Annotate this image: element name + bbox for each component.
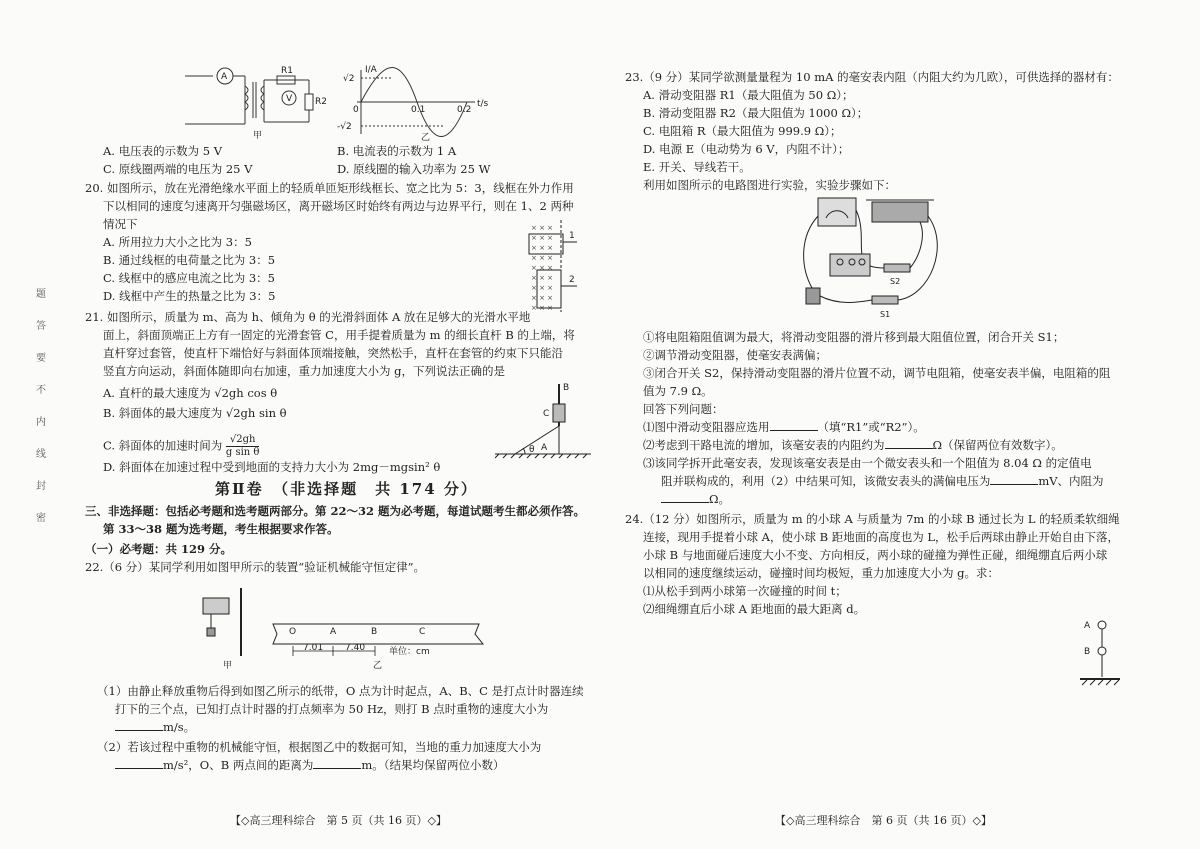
q22-part2-c: m。（结果均保留两位小数） (361, 758, 505, 772)
part2-note-1: 三、非选择题：包括必考题和选考题两部分。第 22～32 题为必考题，每道试题考生都必须作答。 (85, 504, 586, 518)
q22-stem: 22.（6 分）某同学利用如图甲所示的装置“验证机械能守恒定律”。 (85, 560, 426, 574)
q21-c-numerator: √2gh (226, 434, 260, 447)
q22-part1-b: 打下的三个点，已知打点计时器的打点频率为 50 Hz，则打 B 点时重物的速度大小为 (115, 702, 549, 716)
q21-option-c-text: C. 斜面体的加速时间为 (103, 438, 223, 453)
binding-char: 线 (36, 449, 46, 460)
q22-part2-b: m/s²，O、B 两点间的距离为 (163, 758, 314, 772)
q23-q1-line (643, 420, 925, 434)
binding-char: 要 (36, 353, 46, 364)
q20-fig-2: 2 (569, 275, 575, 285)
r2-label: R2 (315, 97, 327, 107)
q20-stem-3: 情况下 (103, 217, 138, 231)
x-axis-label: t/s (477, 99, 489, 109)
q19-option-a: A. 电压表的示数为 5 V (103, 144, 223, 158)
q20-option-d: D. 线框中产生的热量之比为 3：5 (103, 289, 276, 303)
q23-q3-d: Ω。 (709, 492, 731, 506)
q23-option-a: A. 滑动变阻器 R1（最大阻值为 50 Ω）； (643, 88, 854, 102)
y-neg-tick: -√2 (337, 122, 352, 132)
q19-option-d: D. 原线圈的输入功率为 25 W (337, 162, 491, 176)
q20-stem-2: 下以相同的速度匀速离开匀强磁场区，离开磁场区时始终有两边与边界平行，则在 1、2 两种 (103, 199, 574, 213)
svg-text:× × ×: × × × (531, 264, 554, 272)
svg-text:× × ×: × × × (531, 274, 554, 282)
q21-option-a: A. 直杆的最大速度为 √2gh cos θ (103, 386, 278, 400)
x-tick-01: 0.1 (411, 105, 426, 115)
q22-figure (193, 588, 503, 670)
q23-ask: 回答下列问题： (643, 402, 724, 416)
answer-blank[interactable] (990, 474, 1038, 485)
q23-step-3a: ③闭合开关 S2，保持滑动变阻器的滑片位置不动，调节电阻箱，使毫安表半偏，电阻箱的阻 (643, 366, 1111, 380)
q19-option-c: C. 原线圈两端的电压为 25 V (103, 162, 253, 176)
q23-option-b: B. 滑动变阻器 R2（最大阻值为 1000 Ω）； (643, 106, 869, 120)
tape-point-a: A (330, 627, 337, 637)
q21-fig-theta: θ (529, 445, 535, 455)
q23-q3-b-line (661, 474, 1104, 488)
binding-char: 不 (36, 385, 46, 396)
tape-distance-2: 7.40 (345, 643, 366, 653)
left-footer: 【◇高三理科综合 第 5 页（共 16 页）◇】 (230, 814, 447, 827)
q21-stem-3: 直杆穿过套管，使直杆下端恰好与斜面体顶端接触，突然松手，直杆在套管的约束下只能沿 (103, 346, 563, 360)
q24-fig-a: A (1084, 621, 1091, 631)
q20-stem-1: 20. 如图所示，放在光滑绝缘水平面上的轻质单匝矩形线框长、宽之比为 5：3，线框在外力作用 (85, 181, 574, 195)
q22-part2-a: （2）若该过程中重物的机械能守恒，根据图乙中的数据可知，当地的重力加速度大小为 (97, 740, 542, 754)
q19-figure (185, 62, 505, 142)
answer-blank[interactable] (115, 758, 163, 769)
left-page (75, 0, 635, 849)
binding-char: 答 (36, 321, 46, 332)
answer-blank[interactable] (770, 420, 818, 431)
q21-fig-a: A (541, 443, 548, 453)
q23-q3-d-line (661, 492, 730, 506)
q23-q2-line (643, 438, 1063, 452)
tape-point-o: O (289, 627, 297, 637)
q23-q3-b: 阻并联构成的，利用（2）中结果可知，该微安表头的满偏电压为 (661, 474, 991, 488)
q23-q1-a: ⑴图中滑动变阻器应选用 (643, 420, 770, 434)
q22-fig-jia: 甲 (223, 661, 233, 670)
q23-q1-b: （填“R1”或“R2”）。 (817, 420, 925, 434)
voltmeter-label: V (286, 94, 293, 104)
q21-c-denominator: g sin θ (225, 447, 260, 458)
q21-figure (495, 380, 595, 462)
right-footer: 【◇高三理科综合 第 6 页（共 16 页）◇】 (775, 814, 992, 827)
required-section: （一）必考题：共 129 分。 (85, 542, 233, 556)
tape-unit: 单位：cm (389, 647, 430, 657)
q24-part-2: ⑵细绳绷直后小球 A 距地面的最大距离 d。 (643, 602, 866, 616)
q21-stem-1: 21. 如图所示，质量为 m、高为 h、倾角为 θ 的光滑斜面体 A 放在足够大的光滑水平地 (85, 310, 531, 324)
q23-circuit-figure (800, 196, 950, 320)
q20-figure (525, 220, 585, 312)
q22-fig-yi: 乙 (373, 661, 383, 670)
q20-fig-1: 1 (569, 231, 575, 241)
q21-stem-2: 面上，斜面顶端正上方有一固定的光滑套管 C，用手提着质量为 m 的细长直杆 B 的上端，将 (103, 328, 575, 342)
q19-option-b: B. 电流表的示数为 1 A (337, 144, 457, 158)
switch-s2-label: S2 (890, 277, 901, 286)
svg-text:× × ×: × × × (531, 244, 554, 252)
q23-q3-a: ⑶该同学拆开此毫安表，发现该毫安表是由一个微安表头和一个阻值为 8.04 Ω 的定值电 (643, 456, 1092, 470)
fig-yi-label: 乙 (421, 133, 431, 142)
part2-note-2: 第 33～38 题为选考题，考生根据要求作答。 (103, 522, 339, 536)
tape-distance-1: 7.01 (303, 643, 324, 653)
q24-stem-4: 以相同的速度继续运动，碰撞时间均极短，重力加速度大小为 g。求： (643, 566, 1000, 580)
q21-fig-c: C (543, 409, 550, 419)
q21-option-b: B. 斜面体的最大速度为 √2gh sin θ (103, 406, 287, 420)
answer-blank[interactable] (313, 758, 361, 769)
fig-jia-label: 甲 (253, 131, 263, 141)
x-tick-02: 0.2 (457, 105, 472, 115)
q22-part2-b-line (115, 758, 504, 772)
tape-point-b: B (371, 627, 378, 637)
q24-figure (1080, 615, 1120, 687)
svg-text:× × ×: × × × (531, 224, 554, 232)
svg-text:× × ×: × × × (531, 284, 554, 292)
svg-text:× × ×: × × × (531, 294, 554, 302)
svg-text:× × ×: × × × (531, 304, 554, 312)
q21-option-d: D. 斜面体在加速过程中受到地面的支持力大小为 2mg－mgsin² θ (103, 460, 441, 474)
q24-stem-3: 小球 B 与地面碰后速度大小不变、方向相反，两小球的碰撞为弹性正碰，细绳绷直后两小球 (643, 548, 1108, 562)
q23-q3-c: mV、内阻为 (1038, 474, 1104, 488)
q23-q2-b: Ω（保留两位有效数字）。 (932, 438, 1063, 452)
q23-step-2: ②调节滑动变阻器，使毫安表满偏； (643, 348, 827, 362)
switch-s1-label: S1 (880, 310, 891, 319)
svg-text:× × ×: × × × (531, 234, 554, 242)
q24-part-1: ⑴从松手到两小球第一次碰撞的时间 t； (643, 584, 847, 598)
q23-stem: 23.（9 分）某同学欲测量量程为 10 mA 的毫安表内阻（内阻大约为几欧），可供选择的器材有： (625, 70, 1119, 84)
answer-blank[interactable] (885, 438, 933, 449)
q21-option-c (103, 434, 259, 459)
q20-option-b: B. 通过线框的电荷量之比为 3：5 (103, 253, 276, 267)
ammeter-label: A (221, 72, 228, 82)
q23-option-d: D. 电源 E（电动势为 6 V，内阻不计）； (643, 142, 850, 156)
q22-part1-c-line (115, 720, 195, 734)
origin-tick: 0 (353, 105, 359, 115)
binding-char: 题 (36, 289, 46, 300)
binding-char: 密 (36, 513, 46, 524)
binding-char: 内 (36, 417, 46, 428)
q21-stem-4: 竖直方向运动，斜面体随即向右加速，重力加速度大小为 g，下列说法正确的是 (103, 364, 506, 378)
q21-fig-b: B (563, 383, 570, 393)
svg-text:× × ×: × × × (531, 254, 554, 262)
q20-option-c: C. 线框中的感应电流之比为 3：5 (103, 271, 275, 285)
binding-margin (36, 285, 48, 541)
q20-option-a: A. 所用拉力大小之比为 3：5 (103, 235, 252, 249)
part2-title: 第Ⅱ卷 （非选择题 共 174 分） (215, 480, 478, 498)
y-axis-label: I/A (365, 65, 377, 75)
q23-step-1: ①将电阻箱阻值调为最大，将滑动变阻器的滑片移到最大阻值位置，闭合开关 S1； (643, 330, 1065, 344)
q23-q2-a: ⑵考虑到干路电流的增加，该毫安表的内阻约为 (643, 438, 885, 452)
q23-step-3b: 值为 7.9 Ω。 (643, 384, 713, 398)
q23-option-e: E. 开关、导线若干。 (643, 160, 751, 174)
r1-label: R1 (281, 66, 293, 76)
q23-lead: 利用如图所示的电路图进行实验，实验步骤如下： (643, 178, 896, 192)
q22-part1-c: m/s。 (163, 720, 196, 734)
answer-blank[interactable] (115, 720, 163, 731)
right-page (625, 0, 1185, 849)
answer-blank[interactable] (661, 492, 709, 503)
q23-option-c: C. 电阻箱 R（最大阻值为 999.9 Ω）； (643, 124, 842, 138)
y-pos-tick: √2 (343, 74, 355, 84)
q24-stem-1: 24.（12 分）如图所示，质量为 m 的小球 A 与质量为 7m 的小球 B 通过长为 L 的轻质柔软细绳 (625, 512, 1120, 526)
tape-point-c: C (419, 627, 426, 637)
q24-stem-2: 连接，现用手提着小球 A，使小球 B 距地面的高度也为 L，松手后两球由静止开始自由下落， (643, 530, 1120, 544)
q24-fig-b: B (1084, 647, 1091, 657)
q22-part1-a: （1）由静止释放重物后得到如图乙所示的纸带，O 点为计时起点，A、B、C 是打点计时器连续 (97, 684, 584, 698)
binding-char: 封 (36, 481, 46, 492)
